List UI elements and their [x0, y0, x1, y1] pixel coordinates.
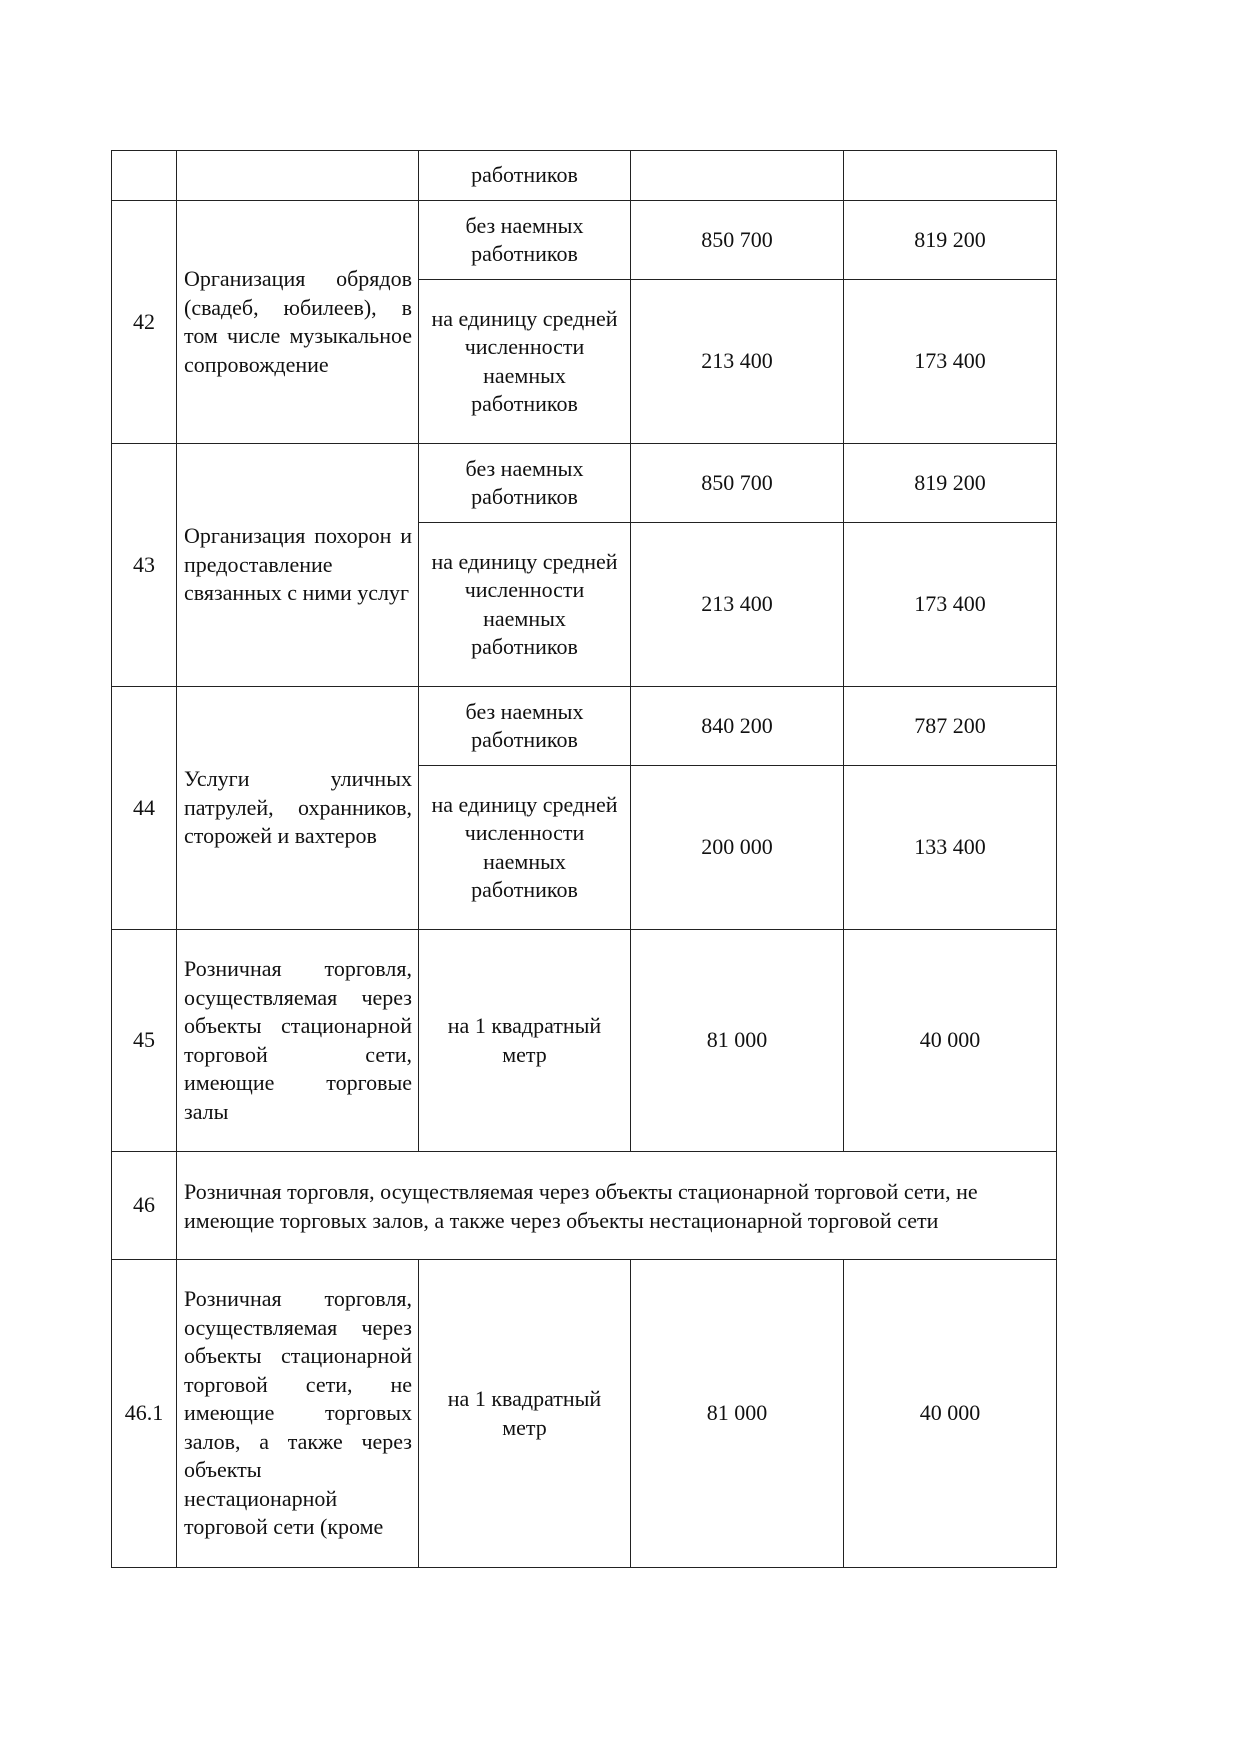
table-row-43: [112, 444, 1057, 523]
cell-name: [177, 151, 419, 201]
cell-num: 46: [112, 1152, 177, 1260]
cell-value-2: 40 000: [844, 1260, 1057, 1568]
cell-unit: без наемных работников: [419, 687, 631, 766]
cell-unit: работников: [419, 151, 631, 201]
cell-num: 42: [112, 201, 177, 444]
cell-name: Розничная торговля, осуществляемая через объекты стационарной торговой сети, не имеющие торговых залов, а также через объекты нестационарной торговой сети (кроме: [177, 1260, 419, 1568]
cell-value-2: 173 400: [844, 523, 1057, 687]
cell-value-1: 850 700: [631, 201, 844, 280]
cell-name: Организация обрядов (свадеб, юбилеев), в том числе музыкальное сопровождение: [177, 201, 419, 444]
cell-value-2: 787 200: [844, 687, 1057, 766]
table-row-continuation: [112, 151, 1057, 201]
cell-unit: на единицу средней численности наемных работников: [419, 766, 631, 930]
cell-value-1: 850 700: [631, 444, 844, 523]
cell-value-2: 40 000: [844, 930, 1057, 1152]
cell-unit: без наемных работников: [419, 444, 631, 523]
cell-value-1: [631, 151, 844, 201]
cell-unit: на единицу средней численности наемных работников: [419, 280, 631, 444]
cell-value-2: 819 200: [844, 201, 1057, 280]
cell-value-1: 200 000: [631, 766, 844, 930]
cell-name: Организация похорон и предоставление связанных с ними услуг: [177, 444, 419, 687]
cell-name: Розничная торговля, осуществляемая через объекты стационарной торговой сети, имеющие торговые залы: [177, 930, 419, 1152]
table-row-44: [112, 687, 1057, 766]
cell-unit: на 1 квадратный метр: [419, 930, 631, 1152]
cell-name-spanning: Розничная торговля, осуществляемая через объекты стационарной торговой сети, не имеющие торговых залов, а также через объекты нестационарной торговой сети: [177, 1152, 1057, 1260]
cell-value-2: 133 400: [844, 766, 1057, 930]
table-row-42: [112, 201, 1057, 280]
cell-unit: на 1 квадратный метр: [419, 1260, 631, 1568]
tax-rates-table: [111, 150, 1057, 1568]
cell-num: 46.1: [112, 1260, 177, 1568]
cell-value-2: 819 200: [844, 444, 1057, 523]
cell-num: 43: [112, 444, 177, 687]
cell-value-1: 81 000: [631, 930, 844, 1152]
cell-value-1: 213 400: [631, 280, 844, 444]
cell-value-1: 840 200: [631, 687, 844, 766]
cell-value-2: 173 400: [844, 280, 1057, 444]
cell-unit: без наемных работников: [419, 201, 631, 280]
cell-num: 44: [112, 687, 177, 930]
cell-num: [112, 151, 177, 201]
table-row-46-1: [112, 1260, 1057, 1568]
cell-name: Услуги уличных патрулей, охранников, сторожей и вахтеров: [177, 687, 419, 930]
cell-value-2: [844, 151, 1057, 201]
table-row-45: [112, 930, 1057, 1152]
table-row-46: [112, 1152, 1057, 1260]
cell-value-1: 213 400: [631, 523, 844, 687]
cell-unit: на единицу средней численности наемных работников: [419, 523, 631, 687]
cell-num: 45: [112, 930, 177, 1152]
cell-value-1: 81 000: [631, 1260, 844, 1568]
